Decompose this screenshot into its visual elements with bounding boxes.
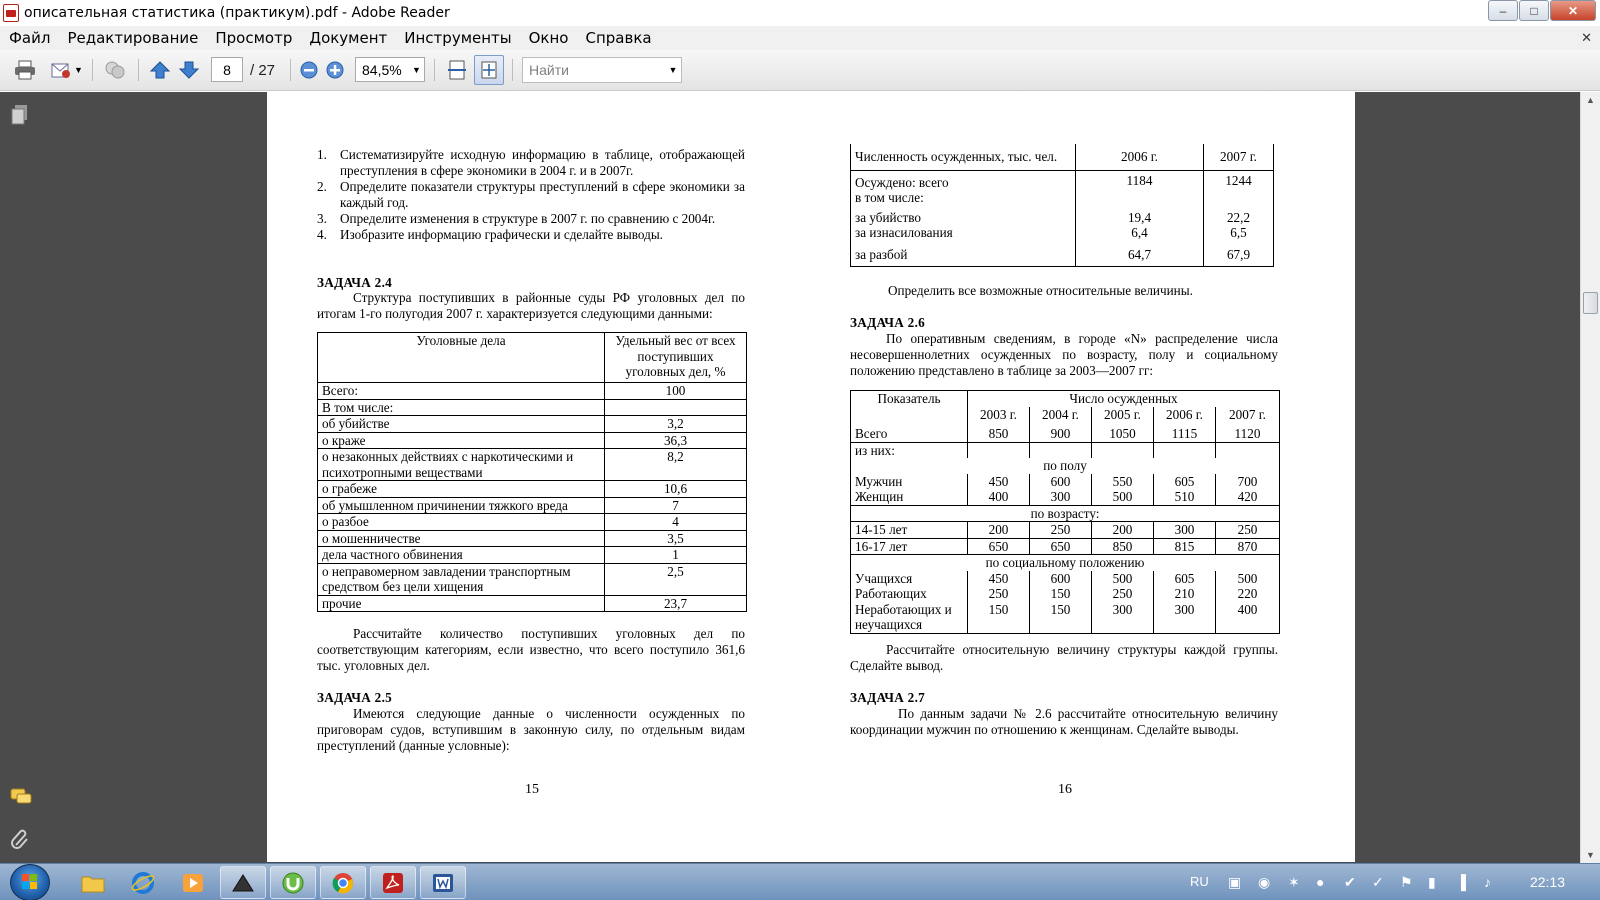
comments-icon[interactable] [9, 787, 33, 807]
year-header: 2006 г. [1154, 407, 1216, 423]
table-cell: Женщин [851, 489, 968, 505]
table-2-6 [850, 390, 1280, 634]
taskbar-ie[interactable] [120, 866, 166, 899]
page-number-left: 15 [525, 782, 539, 797]
list-number: 1. [317, 147, 327, 162]
table-cell: 250 [968, 586, 1030, 602]
table-row [851, 586, 1280, 602]
chrome-icon [331, 871, 355, 895]
menu-edit[interactable]: Редактирование [67, 29, 199, 47]
email-dropdown-icon[interactable]: ▼ [74, 65, 83, 75]
table-cell [605, 399, 747, 416]
windows-taskbar [0, 863, 1600, 900]
table-row [851, 489, 1280, 505]
table-row [318, 432, 747, 449]
media-player-icon [182, 873, 204, 893]
pdf-page-spread [267, 92, 1355, 862]
collaborate-icon[interactable] [104, 60, 126, 80]
taskbar-clock[interactable]: 22:13 [1529, 874, 1565, 890]
table-cell: 1184 [1076, 170, 1204, 206]
table-cell: 200 [1092, 522, 1154, 539]
table-cell: 400 [968, 489, 1030, 505]
scrollbar-thumb[interactable] [1583, 292, 1598, 314]
year-header: 2005 г. [1092, 407, 1154, 423]
table-row [851, 602, 1280, 634]
table-cell: 200 [968, 522, 1030, 539]
table-cell: о краже [318, 432, 605, 449]
table-cell: Осуждено: всего в том числе: [851, 170, 1076, 206]
section-label: по полу [851, 458, 1280, 474]
list-item [317, 147, 745, 179]
table-cell: Учащихся [851, 571, 968, 587]
task-2-4-after: Рассчитайте количество поступивших уголовных дел по соответствующим категориям, если известно, что всего поступило 361,6 тыс. уголовных дел. [317, 626, 745, 673]
table-cell: 22,2 [1204, 206, 1274, 226]
table-cell: 67,9 [1204, 241, 1274, 267]
task-list [317, 147, 745, 243]
table-cell: 650 [1030, 538, 1092, 555]
menu-help[interactable]: Справка [585, 29, 652, 47]
list-number: 2. [317, 179, 327, 194]
table-2-5 [850, 144, 1274, 267]
task-2-6-text: По оперативным сведениям, в городе «N» распределение числа несовершеннолетних осужденных по возрасту, полу и социальному положению представлено в таблице за 2003—2007 гг: [850, 331, 1278, 378]
year-header: 2003 г. [968, 407, 1030, 423]
internet-explorer-icon [131, 871, 155, 895]
table-row [851, 241, 1274, 267]
table-header-cell: Удельный вес от всех поступивших уголовных дел, % [605, 333, 747, 383]
taskbar-media-player[interactable] [170, 866, 216, 899]
table-cell: Всего [851, 422, 968, 442]
maximize-button[interactable]: □ [1519, 0, 1549, 21]
table-row [318, 383, 747, 400]
section-row [851, 555, 1280, 571]
language-indicator[interactable]: RU [1190, 874, 1209, 889]
table-cell: 150 [968, 602, 1030, 634]
table-row [318, 449, 747, 481]
table-cell: 600 [1030, 571, 1092, 587]
tray-battery-icon[interactable]: ▮ [1428, 874, 1436, 890]
table-cell: Работающих [851, 586, 968, 602]
table-cell: 150 [1030, 602, 1092, 634]
table-cell: 510 [1154, 489, 1216, 505]
page-number-right: 16 [1058, 782, 1072, 797]
list-item [317, 227, 745, 243]
table-cell: 16-17 лет [851, 538, 968, 555]
table-cell: 450 [968, 474, 1030, 490]
taskbar-word[interactable] [420, 866, 466, 899]
table-cell: 100 [605, 383, 747, 400]
pages-panel-icon[interactable] [10, 104, 30, 126]
tray-volume-icon[interactable]: ♪ [1484, 874, 1491, 890]
zoom-dropdown-icon[interactable]: ▼ [412, 64, 421, 75]
table-cell: 64,7 [1076, 241, 1204, 267]
zoom-level-input[interactable]: 84,5% [355, 57, 425, 82]
task-2-7-text: По данным задачи № 2.6 рассчитайте относительную величину координации мужчин по отношению к женщинам. Сделайте выводы. [850, 706, 1278, 737]
table-cell: 550 [1092, 474, 1154, 490]
table-cell: 210 [1154, 586, 1216, 602]
table-row [851, 538, 1280, 555]
table-cell: 3,2 [605, 416, 747, 433]
table-cell: 300 [1092, 602, 1154, 634]
table-cell: 1050 [1092, 422, 1154, 442]
page-total: / 27 [250, 62, 276, 79]
table-cell: 4 [605, 514, 747, 531]
list-text: Определите показатели структуры преступлений в сфере экономики за каждый год. [340, 179, 745, 210]
table-header-cell: 2006 г. [1076, 144, 1204, 170]
list-text: Определите изменения в структуре в 2007 г. по сравнению с 2004г. [340, 211, 716, 226]
list-item [317, 211, 745, 227]
table-cell: 500 [1216, 571, 1280, 587]
fit-page-icon [479, 60, 499, 80]
table-cell: 650 [968, 538, 1030, 555]
task-2-4-title: ЗАДАЧА 2.4 [317, 275, 393, 290]
task-2-5-title: ЗАДАЧА 2.5 [317, 690, 393, 705]
table-header-cell: 2007 г. [1204, 144, 1274, 170]
table-cell: дела частного обвинения [318, 547, 605, 564]
scroll-down-icon[interactable]: ▼ [1586, 850, 1595, 860]
table-cell: В том числе: [318, 399, 605, 416]
table-cell: 8,2 [605, 449, 747, 481]
table-row [851, 474, 1280, 490]
close-document-icon[interactable]: ✕ [1581, 30, 1592, 45]
title-bar [0, 0, 1600, 26]
table-cell: 14-15 лет [851, 522, 968, 539]
table-cell: 6,4 [1076, 225, 1204, 241]
table-cell: 605 [1154, 571, 1216, 587]
table-cell: об умышленном причинении тяжкого вреда [318, 497, 605, 514]
table-row [851, 522, 1280, 539]
table-cell: 250 [1030, 522, 1092, 539]
minimize-button[interactable]: – [1488, 0, 1518, 21]
table-cell: об убийстве [318, 416, 605, 433]
table-cell: о мошенничестве [318, 530, 605, 547]
task-2-5-after: Определить все возможные относительные величины. [888, 283, 1193, 298]
page-number-input[interactable]: 8 [211, 57, 243, 82]
fit-page-button[interactable] [474, 55, 504, 85]
table-cell: 900 [1030, 422, 1092, 442]
windows-logo-icon [11, 865, 49, 900]
table-row [851, 571, 1280, 587]
table-cell: из них: [851, 442, 968, 458]
table-cell: 400 [1216, 602, 1280, 634]
tray-network-icon[interactable]: ▣ [1228, 874, 1242, 890]
table-cell: 2,5 [605, 563, 747, 595]
document-viewport[interactable] [42, 92, 1580, 863]
table-cell: 605 [1154, 474, 1216, 490]
table-cell: 700 [1216, 474, 1280, 490]
task-2-6-title: ЗАДАЧА 2.6 [850, 315, 926, 330]
fit-width-icon[interactable] [446, 60, 468, 80]
table-cell: 850 [968, 422, 1030, 442]
table-cell: о разбое [318, 514, 605, 531]
table-cell: 7 [605, 497, 747, 514]
section-label: по социальному положению [851, 555, 1280, 571]
table-cell: 220 [1216, 586, 1280, 602]
table-cell: 6,5 [1204, 225, 1274, 241]
table-row [318, 530, 747, 547]
tray-utorrent-icon[interactable]: ● [1316, 874, 1325, 890]
table-cell: 300 [1154, 602, 1216, 634]
table-cell: 250 [1216, 522, 1280, 539]
menu-document[interactable]: Документ [309, 29, 388, 47]
table-header-cell: Показатель [851, 391, 968, 423]
table-header-row [851, 391, 1280, 407]
table-header-cell: Число осужденных [968, 391, 1280, 407]
table-cell: о неправомерном завладении транспортным средством без цели хищения [318, 563, 605, 595]
table-row [318, 416, 747, 433]
table-cell: 1115 [1154, 422, 1216, 442]
taskbar-torrent[interactable] [270, 866, 316, 899]
email-icon[interactable] [50, 60, 72, 80]
navigation-panel [0, 92, 42, 863]
table-row [851, 206, 1274, 226]
task-2-7-title: ЗАДАЧА 2.7 [850, 690, 926, 705]
folder-icon [81, 873, 105, 893]
tray-flag-icon[interactable]: ⚑ [1400, 874, 1413, 890]
table-cell: 150 [1030, 586, 1092, 602]
table-row [318, 514, 747, 531]
year-header: 2004 г. [1030, 407, 1092, 423]
table-cell: 1244 [1204, 170, 1274, 206]
table-row [851, 422, 1280, 442]
table-row [851, 170, 1274, 206]
menu-bar [0, 26, 1600, 50]
pdf-file-icon [3, 4, 19, 22]
task-2-6-after: Рассчитайте относительную величину структуры каждой группы. Сделайте вывод. [850, 642, 1278, 673]
table-cell: 600 [1030, 474, 1092, 490]
table-cell: 500 [1092, 489, 1154, 505]
toolbar [0, 50, 1600, 91]
table-cell: 1120 [1216, 422, 1280, 442]
close-button[interactable]: ✕ [1550, 0, 1596, 21]
table-row [318, 481, 747, 498]
table-cell: за изнасилования [851, 225, 1076, 241]
table-2-4 [317, 332, 747, 612]
list-number: 4. [317, 227, 327, 242]
table-cell: 500 [1092, 571, 1154, 587]
table-cell: 300 [1154, 522, 1216, 539]
table-cell: 10,6 [605, 481, 747, 498]
task-2-4-text: Структура поступивших в районные суды РФ уголовных дел по итогам 1-го полугодия 2007 г. характеризуется следующими данными: [317, 290, 745, 321]
triangle-app-icon [231, 873, 255, 893]
section-label: по возрасту: [851, 505, 1280, 522]
list-item [317, 179, 745, 211]
table-row [318, 497, 747, 514]
menu-window[interactable]: Окно [528, 29, 569, 47]
table-cell: прочие [318, 595, 605, 612]
print-icon[interactable] [14, 60, 36, 80]
table-cell: 450 [968, 571, 1030, 587]
table-cell: 36,3 [605, 432, 747, 449]
table-row [318, 547, 747, 564]
table-cell: 870 [1216, 538, 1280, 555]
table-cell: за убийство [851, 206, 1076, 226]
adobe-reader-icon [382, 872, 404, 894]
tray-bluetooth-icon[interactable]: ✶ [1288, 874, 1300, 890]
table-cell: 1 [605, 547, 747, 564]
table-cell: 300 [1030, 489, 1092, 505]
year-header: 2007 г. [1216, 407, 1280, 423]
taskbar-app-1[interactable] [220, 866, 266, 899]
table-cell: 420 [1216, 489, 1280, 505]
table-cell: Мужчин [851, 474, 968, 490]
table-cell: 19,4 [1076, 206, 1204, 226]
table-cell: 815 [1154, 538, 1216, 555]
list-text: Систематизируйте исходную информацию в таблице, отображающей преступления в сфере экономики в 2004 г. и в 2007г. [340, 147, 745, 178]
table-row [318, 595, 747, 612]
start-button[interactable] [10, 864, 50, 900]
word-icon [432, 872, 454, 894]
find-dropdown-icon[interactable]: ▼ [668, 65, 678, 75]
zoom-in-icon[interactable] [326, 61, 344, 79]
attachments-icon[interactable] [10, 827, 30, 849]
table-cell: 850 [1092, 538, 1154, 555]
menu-tools[interactable]: Инструменты [404, 29, 512, 47]
table-cell: Всего: [318, 383, 605, 400]
section-row [851, 505, 1280, 522]
table-row [851, 442, 1280, 458]
task-2-5-text: Имеются следующие данные о численности осужденных по приговорам судов, вступившим в законную силу, по отдельным видам преступлений (данные условные): [317, 706, 745, 753]
tray-device-icon[interactable]: ✔ [1344, 874, 1356, 890]
table-row [318, 563, 747, 595]
table-row [318, 399, 747, 416]
previous-page-icon[interactable] [149, 60, 171, 80]
taskbar-adobe-reader[interactable] [370, 866, 416, 899]
taskbar-explorer[interactable] [70, 866, 116, 899]
utorrent-icon [281, 871, 305, 895]
menu-file[interactable]: Файл [9, 29, 51, 47]
menu-view[interactable]: Просмотр [215, 29, 293, 47]
table-cell: 3,5 [605, 530, 747, 547]
list-text: Изобразите информацию графически и сделайте выводы. [340, 227, 663, 242]
table-cell: 250 [1092, 586, 1154, 602]
next-page-icon[interactable] [178, 60, 200, 80]
table-cell: за разбой [851, 241, 1076, 267]
list-number: 3. [317, 211, 327, 226]
table-cell: Неработающих и неучащихся [851, 602, 968, 634]
find-input[interactable]: Найти [522, 57, 682, 83]
tray-signal-icon[interactable]: ▐ [1456, 874, 1466, 890]
table-header-cell: Уголовные дела [318, 333, 605, 383]
table-cell: о незаконных действиях с наркотическими и психотропными веществами [318, 449, 605, 481]
table-cell: 23,7 [605, 595, 747, 612]
tray-sync-icon[interactable]: ✓ [1372, 874, 1384, 890]
vertical-scrollbar[interactable] [1580, 92, 1600, 863]
table-header-cell: Численность осужденных, тыс. чел. [851, 144, 1076, 170]
taskbar-chrome[interactable] [320, 866, 366, 899]
table-cell: о грабеже [318, 481, 605, 498]
tray-antivirus-icon[interactable]: ◉ [1258, 874, 1271, 890]
zoom-out-icon[interactable] [300, 61, 318, 79]
section-row [851, 458, 1280, 474]
window-title: описательная статистика (практикум).pdf - Adobe Reader [24, 5, 450, 21]
scroll-up-icon[interactable]: ▲ [1586, 95, 1595, 105]
table-row [851, 225, 1274, 241]
